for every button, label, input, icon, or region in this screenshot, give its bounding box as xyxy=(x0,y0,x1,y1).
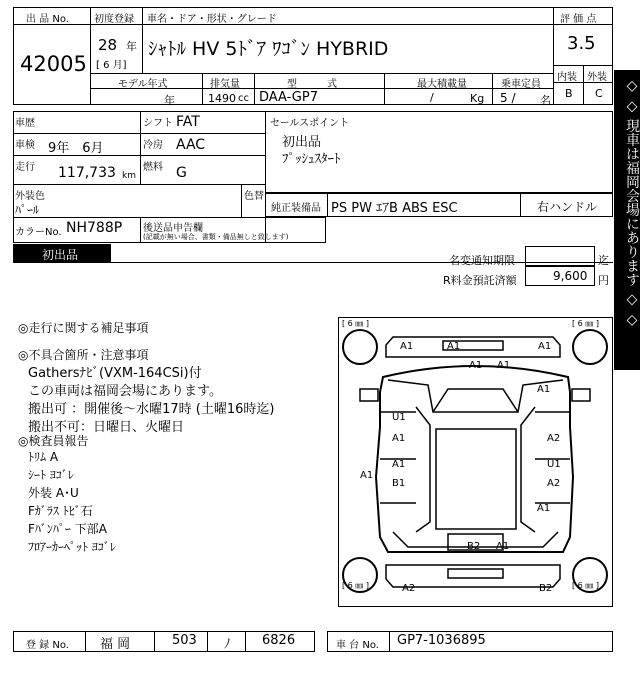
score-value: 3.5 xyxy=(567,33,596,54)
damage-mark: A2 xyxy=(547,478,561,489)
tread-front-left: [ 6 ㎜ ] xyxy=(342,319,369,328)
sales-point-2: ﾌﾟｯｼｭｽﾀｰﾄ xyxy=(282,152,341,167)
load-sep: / xyxy=(430,91,434,104)
exterior-color-value: ﾊﾟｰﾙ xyxy=(15,203,40,217)
inspector-title: ◎検査員報告 xyxy=(18,434,89,448)
divider xyxy=(492,73,493,105)
inspector-line: Fｶﾞﾗｽ ﾄﾋﾞ石 xyxy=(28,504,93,518)
lot-label: 出 品 No. xyxy=(26,14,69,25)
fuel-label: 燃料 xyxy=(143,162,163,173)
wheel-front-left xyxy=(343,330,377,364)
reg-year: 28 xyxy=(98,36,118,54)
damage-mark: A1 xyxy=(400,341,414,352)
inspection-value: 9年 6月 xyxy=(48,141,104,156)
reg-class: 503 xyxy=(172,633,197,648)
inspection-label: 車検 xyxy=(15,140,35,151)
chassis-no: GP7-1036895 xyxy=(397,633,486,648)
score-label: 評 価 点 xyxy=(560,14,597,25)
divider xyxy=(389,631,390,652)
color-no-value: NH788P xyxy=(66,220,123,236)
model-year-unit: 年 xyxy=(164,94,175,107)
defect-title: ◎不具合箇所・注意事項 xyxy=(18,348,149,362)
first-listing-text: 初出品 xyxy=(42,248,79,262)
damage-mark: A1 xyxy=(392,459,406,470)
mileage-unit: km xyxy=(122,171,136,181)
divider xyxy=(245,631,246,652)
damage-mark: A1 xyxy=(447,341,461,352)
damage-mark: A1 xyxy=(537,503,551,514)
capacity-label: 乗車定員 xyxy=(501,79,541,90)
reg-month: [ 6 月] xyxy=(96,60,127,71)
damage-mark: A1 xyxy=(538,341,552,352)
inspector-line: ﾌﾛｱｰｶｰﾍﾟｯﾄ ﾖｺﾞﾚ xyxy=(28,540,116,554)
recycle-unit: 円 xyxy=(598,274,609,287)
damage-mark: A1 xyxy=(497,360,511,371)
damage-mark: A1 xyxy=(496,541,510,552)
interior-label: 内装 xyxy=(557,72,577,83)
divider xyxy=(13,262,613,263)
tread-front-right: [ 6 ㎜ ] xyxy=(572,319,599,328)
damage-mark: A2 xyxy=(402,583,416,594)
first-reg-label: 初度登録 xyxy=(94,14,134,25)
ac-label: 冷房 xyxy=(143,140,163,151)
divider xyxy=(154,631,155,652)
aftermarket-note: (記載が無い場合、書類・備品無しと致します) xyxy=(143,233,289,241)
handle-value: 右ハンドル xyxy=(537,200,598,214)
genuine-value: PS PW ｴｱB ABS ESC xyxy=(331,201,458,216)
divider xyxy=(90,73,554,74)
sales-points-label: セールスポイント xyxy=(270,118,350,129)
damage-mark: U1 xyxy=(392,412,406,423)
divider xyxy=(254,73,255,105)
supplement-title: ◎走行に関する補足事項 xyxy=(18,321,149,335)
tread-rear-right: [ 6 ㎜ ] xyxy=(572,581,599,590)
load-label: 最大積載量 xyxy=(417,79,467,90)
divider xyxy=(142,7,143,73)
divider xyxy=(520,193,521,217)
name-change-label: 名変通知期限 xyxy=(449,254,515,267)
venue-banner-text: ◇ ◇ 現車は福岡会場にあります ◇ ◇ xyxy=(624,78,640,328)
type-label: 型 式 xyxy=(287,79,337,90)
recycle-label: R料金預託済額 xyxy=(443,274,517,287)
model-year-label: モデル年式 xyxy=(118,79,168,90)
reg-office: 福 岡 xyxy=(100,637,131,652)
displacement-unit: cc xyxy=(238,93,249,104)
divider xyxy=(13,184,266,185)
capacity-value: 5 / xyxy=(500,91,516,105)
capacity-unit: 名 xyxy=(540,94,551,107)
year-unit: 年 xyxy=(126,40,137,53)
divider xyxy=(202,73,203,105)
name-change-field xyxy=(525,246,595,266)
exterior-label: 外装 xyxy=(587,72,607,83)
aftermarket-label: 後送品申告欄 xyxy=(143,223,203,234)
inspector-line: 外装 A･U xyxy=(28,486,79,500)
divider xyxy=(583,65,584,105)
color-no-label: カラーNo. xyxy=(15,227,62,238)
defect-line: この車両は福岡会場にあります。 xyxy=(28,384,222,399)
damage-mark: B2 xyxy=(539,583,553,594)
defect-line: Gathersﾅﾋﾞ(VXM-164CSi)付 xyxy=(28,366,202,381)
damage-mark: A1 xyxy=(537,384,551,395)
defect-line: 搬出不可：日曜日、火曜日 xyxy=(28,420,185,435)
fuel-value: G xyxy=(176,165,187,181)
reg-number: 6826 xyxy=(262,633,296,648)
divider xyxy=(384,73,385,105)
shift-value: FAT xyxy=(176,114,200,130)
wheel-front-right xyxy=(573,330,607,364)
inspector-line: ｼｰﾄ ﾖｺﾞﾚ xyxy=(28,468,74,482)
mileage-label: 走行 xyxy=(15,162,35,173)
reg-no-label: 登 録 No. xyxy=(26,640,69,651)
damage-mark: A1 xyxy=(469,360,483,371)
divider xyxy=(327,193,328,217)
ac-value: AAC xyxy=(176,137,206,153)
displacement-value: 1490 xyxy=(208,92,236,105)
divider xyxy=(207,631,208,652)
displacement-label: 排気量 xyxy=(210,79,240,90)
damage-mark: U1 xyxy=(547,459,561,470)
inspector-line: ﾄﾘﾑ A xyxy=(28,450,59,464)
mileage-value: 117,733 xyxy=(58,165,116,181)
type-value: DAA-GP7 xyxy=(259,90,318,105)
genuine-label: 純正装備品 xyxy=(271,203,321,214)
chassis-label: 車 台 No. xyxy=(336,640,379,651)
car-info-label: 車名・ドア・形状・グレード xyxy=(147,14,277,25)
color-change-label: 色替 xyxy=(244,191,264,202)
divider xyxy=(85,631,86,652)
shift-label: シフト xyxy=(143,118,173,129)
recycle-amount: 9,600 xyxy=(553,269,588,283)
exterior-score: C xyxy=(595,87,603,100)
damage-mark: A1 xyxy=(360,470,374,481)
damage-mark: A2 xyxy=(547,433,561,444)
reg-kana: ﾉ xyxy=(224,637,231,652)
history-label: 車歴 xyxy=(15,118,35,129)
roof xyxy=(436,429,516,529)
name-change-suffix: 迄 xyxy=(598,254,609,267)
car-name: ｼｬﾄﾙ HV 5ﾄﾞｱ ﾜｺﾞﾝ HYBRID xyxy=(148,38,389,60)
interior-score: B xyxy=(565,87,573,100)
divider xyxy=(140,111,141,184)
divider xyxy=(241,184,242,217)
inspector-line: Fﾊﾞﾝﾊﾟｰ 下部A xyxy=(28,522,107,536)
sales-point-1: 初出品 xyxy=(282,135,322,150)
damage-mark: A1 xyxy=(392,433,406,444)
damage-mark: B2 xyxy=(467,541,481,552)
load-unit: Kg xyxy=(470,92,485,105)
tread-rear-left: [ 6 ㎜ ] xyxy=(342,581,369,590)
defect-line: 搬出可 ：開催後～水曜17時 (土曜16時迄) xyxy=(28,402,275,417)
damage-mark: B1 xyxy=(392,478,406,489)
exterior-color-label: 外装色 xyxy=(15,191,45,202)
lot-number: 42005 xyxy=(20,52,87,76)
